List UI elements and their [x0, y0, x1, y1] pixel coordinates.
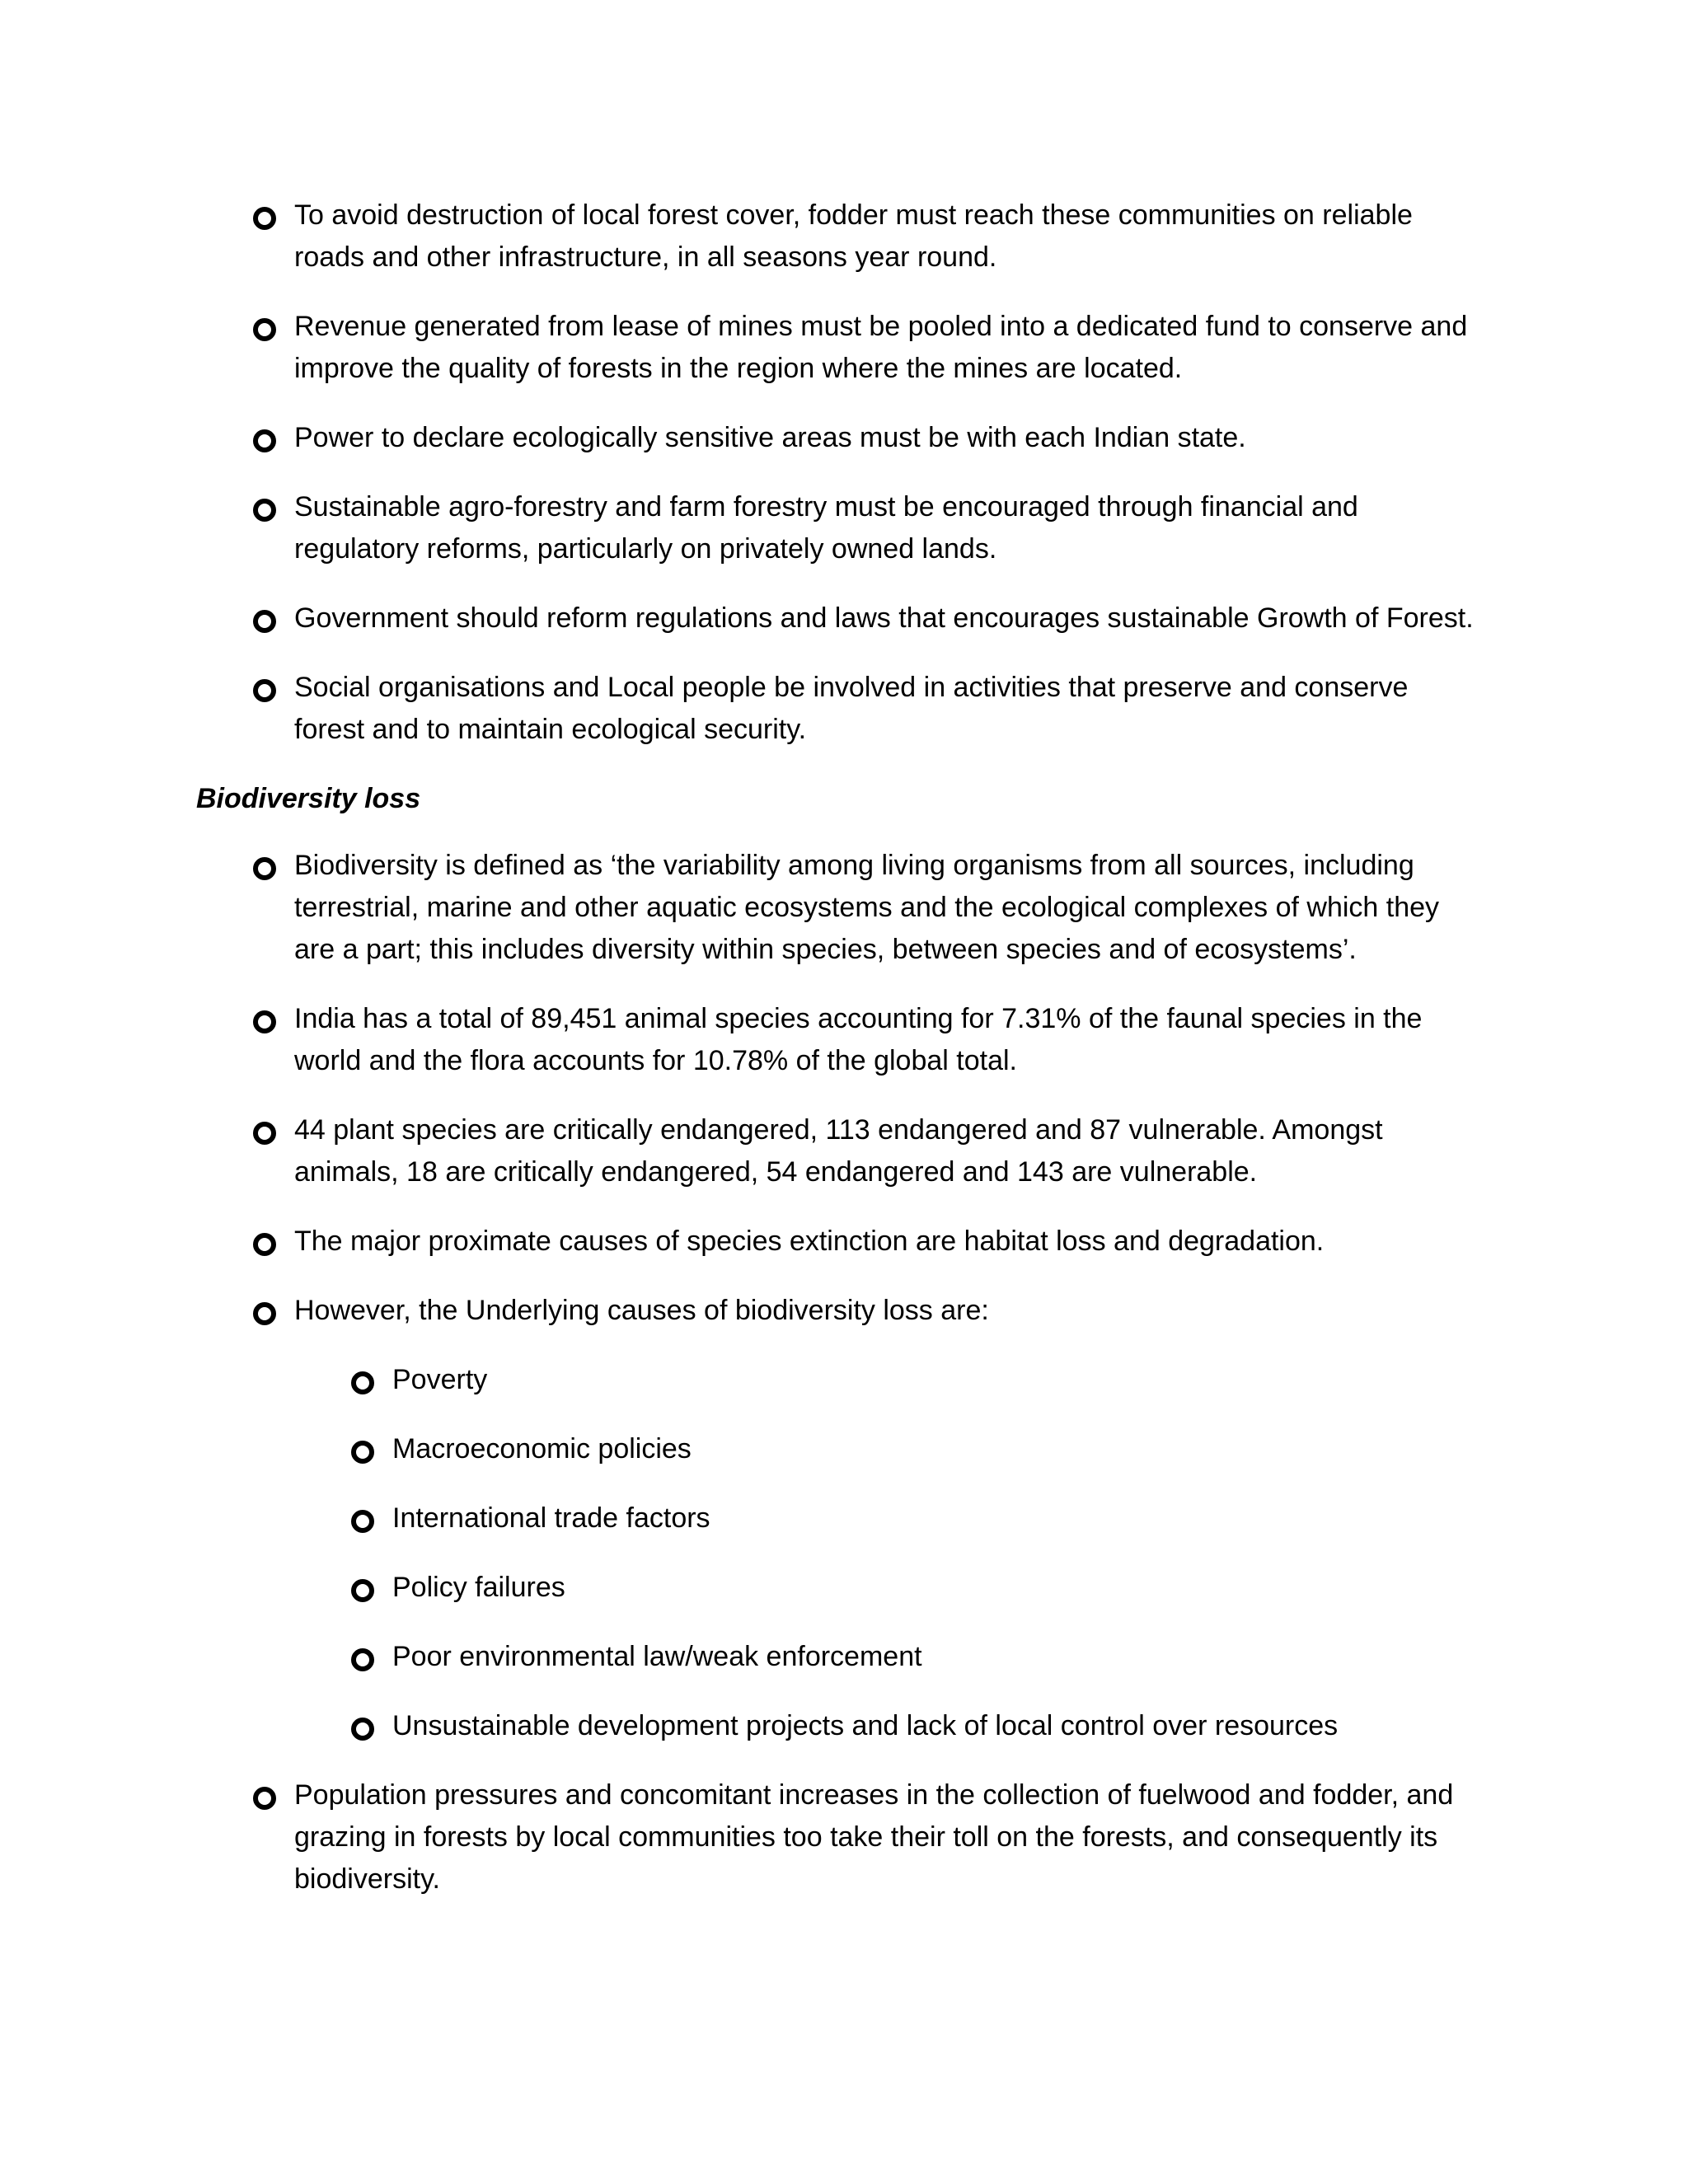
list-item: [294, 845, 1481, 971]
sub-list-item-text: Unsustainable development projects and lack of local control over resources: [392, 1710, 1339, 1741]
sub-list-item: [392, 1567, 1481, 1609]
bullet-icon: [253, 1122, 276, 1145]
bullet-icon: [351, 1718, 374, 1741]
bullet-icon: [253, 679, 276, 702]
bullet-icon: [253, 207, 276, 230]
sub-list-item-text: Policy failures: [392, 1572, 565, 1603]
list-item: [294, 486, 1481, 570]
list-item: [294, 598, 1481, 640]
list-item-text: Social organisations and Local people be involved in activities that preserve and conserve forest and to maintain ecological security.: [294, 672, 1409, 745]
sub-list-item-text: Macroeconomic policies: [392, 1433, 692, 1465]
forest-recommendations-list: [294, 194, 1481, 778]
list-item-text: Power to declare ecologically sensitive areas must be with each Indian state.: [294, 422, 1246, 453]
list-item-text: Government should reform regulations and laws that encourages sustainable Growth of Forest.: [294, 602, 1474, 634]
bullet-icon: [351, 1510, 374, 1533]
bullet-icon: [253, 1010, 276, 1033]
list-item-text: Biodiversity is defined as ‘the variability among living organisms from all sources, including terrestrial, marine and other aquatic ecosystems and the ecological complexes of which they are a part; this includes diversity within species, between species and of ecosystems’.: [294, 850, 1440, 965]
list-item-text: Population pressures and concomitant increases in the collection of fuelwood and fodder, and grazing in forests by local communities too take their toll on the forests, and consequently its biodiversity.: [294, 1779, 1454, 1895]
sub-list-item: [392, 1497, 1481, 1540]
list-item: [294, 1109, 1481, 1193]
list-item: [294, 998, 1481, 1082]
underlying-causes-list: [294, 1359, 1481, 1747]
list-item-text: To avoid destruction of local forest cover, fodder must reach these communities on reliable roads and other infrastructure, in all seasons year round.: [294, 199, 1413, 273]
bullet-icon: [253, 499, 276, 522]
sub-list-item-text: Poor environmental law/weak enforcement: [392, 1641, 922, 1672]
bullet-icon: [351, 1371, 374, 1394]
list-item-text: However, the Underlying causes of biodiversity loss are:: [294, 1295, 989, 1326]
list-item-text: Revenue generated from lease of mines must be pooled into a dedicated fund to conserve and improve the quality of forests in the region where the mines are located.: [294, 311, 1468, 384]
bullet-icon: [253, 429, 276, 452]
list-item: [294, 306, 1481, 390]
list-item: [294, 667, 1481, 751]
sub-list-item: [392, 1636, 1481, 1678]
bullet-icon: [351, 1579, 374, 1602]
list-item-text: 44 plant species are critically endangered, 113 endangered and 87 vulnerable. Amongst animals, 18 are critically endangered, 54 endangered and 143 are vulnerable.: [294, 1114, 1383, 1188]
list-item-text: Sustainable agro-forestry and farm forestry must be encouraged through financial and regulatory reforms, particularly on privately owned lands.: [294, 491, 1358, 565]
list-item-text: India has a total of 89,451 animal species accounting for 7.31% of the faunal species in the world and the flora accounts for 10.78% of the global total.: [294, 1003, 1423, 1076]
list-item: [294, 1290, 1481, 1747]
bullet-icon: [253, 1787, 276, 1810]
biodiversity-list: [294, 845, 1481, 1928]
list-item: [294, 1221, 1481, 1263]
list-item: [294, 417, 1481, 459]
sub-list-item-text: Poverty: [392, 1364, 488, 1395]
list-item: [294, 194, 1481, 279]
list-item: [294, 1774, 1481, 1900]
bullet-icon: [253, 857, 276, 880]
sub-list-item: [392, 1359, 1481, 1401]
section-heading-biodiversity-loss: Biodiversity loss: [196, 783, 421, 814]
bullet-icon: [253, 1302, 276, 1325]
bullet-icon: [351, 1441, 374, 1464]
sub-list-item: [392, 1428, 1481, 1470]
sub-list-item: [392, 1705, 1481, 1747]
bullet-icon: [351, 1648, 374, 1671]
bullet-icon: [253, 1233, 276, 1256]
list-item-text: The major proximate causes of species extinction are habitat loss and degradation.: [294, 1226, 1325, 1257]
sub-list-item-text: International trade factors: [392, 1502, 710, 1534]
bullet-icon: [253, 318, 276, 341]
bullet-icon: [253, 610, 276, 633]
